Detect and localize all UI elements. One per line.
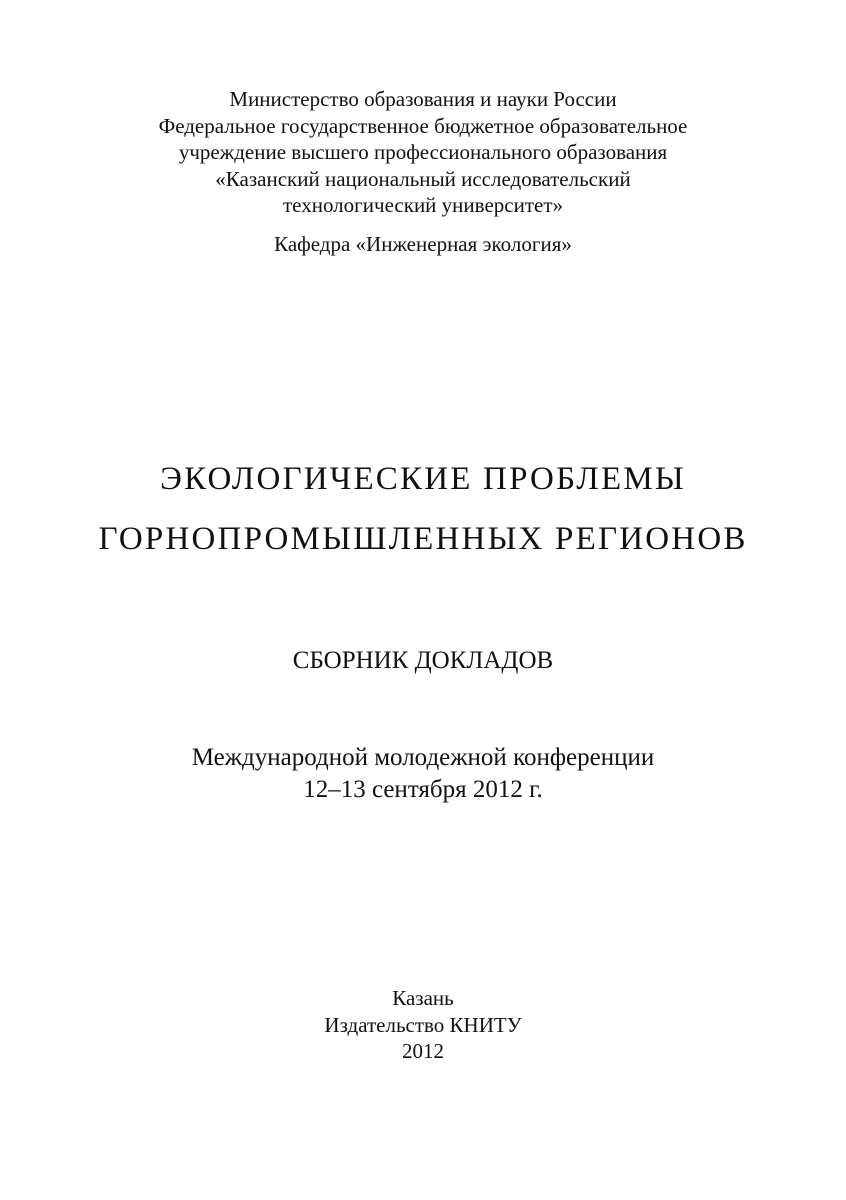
collection-label: СБОРНИК ДОКЛАДОВ — [292, 647, 554, 674]
title-line-2: ГОРНОПРОМЫШЛЕННЫХ РЕГИОНОВ — [98, 521, 748, 557]
imprint-block — [0, 985, 846, 1065]
conference-dates: 12–13 сентября 2012 г. — [303, 776, 543, 803]
department-block — [0, 231, 846, 257]
title-line-1: ЭКОЛОГИЧЕСКИЕ ПРОБЛЕМЫ — [160, 461, 686, 497]
conference-block — [0, 742, 846, 806]
collection-heading — [0, 645, 846, 677]
document-title — [0, 449, 846, 569]
conference-name: Международной молодежной конференции — [191, 744, 655, 771]
university-name-line-1: «Казанский национальный исследовательский — [215, 166, 631, 191]
imprint-year: 2012 — [402, 1039, 444, 1063]
institution-line-1: Федеральное государственное бюджетное образовательное — [158, 113, 688, 138]
institution-block — [0, 86, 846, 219]
institution-line-2: учреждение высшего профессионального образования — [178, 140, 668, 164]
university-name-line-2: технологический университет» — [283, 193, 563, 217]
ministry-line: Министерство образования и науки России — [229, 87, 617, 111]
imprint-publisher: Издательство КНИТУ — [324, 1012, 522, 1037]
imprint-city: Казань — [392, 986, 454, 1010]
department-name: Кафедра «Инженерная экология» — [274, 232, 572, 256]
